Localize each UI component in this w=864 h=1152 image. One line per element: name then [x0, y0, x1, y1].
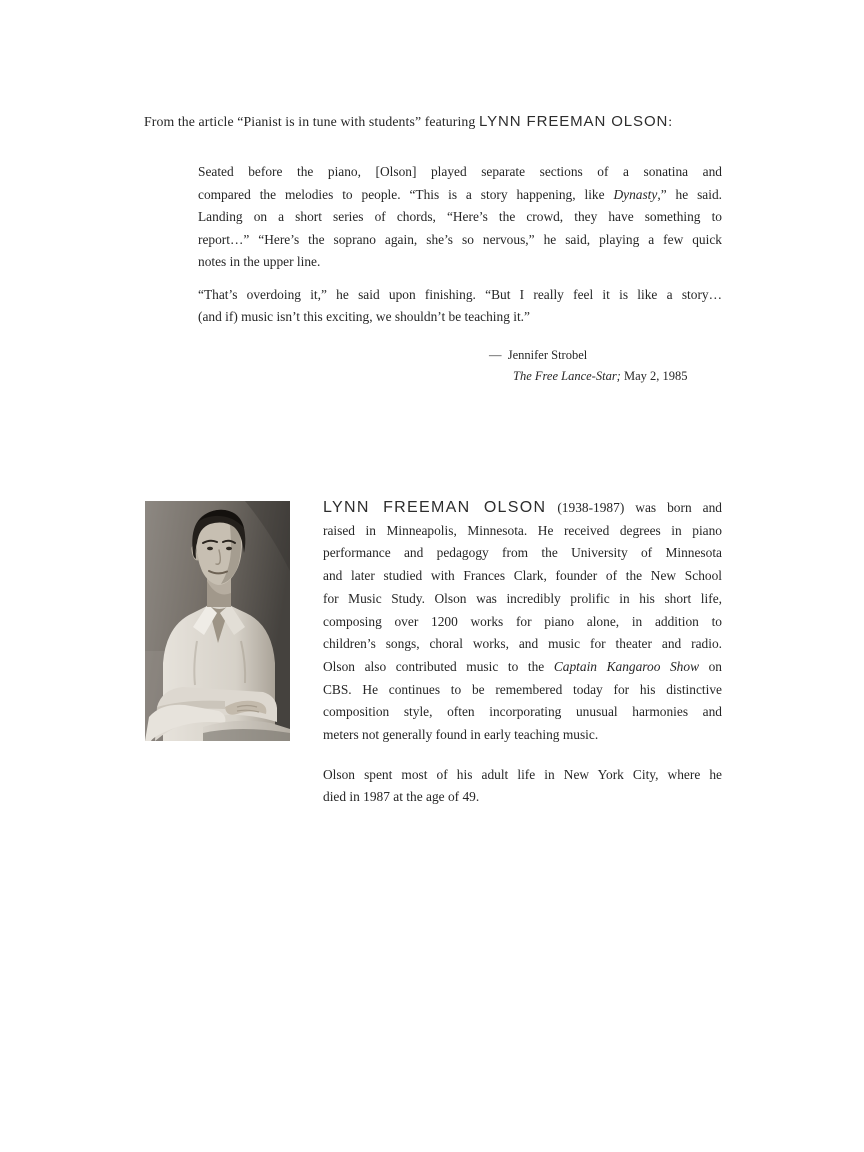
quote-paragraph-1: Seated before the piano, [Olson] played separate sections of a sonatina and compared the melodies to people. “This is a story happening, like Dynasty,” he said. Landing on a short series of chords, “Here’s the crowd, they have something to report…” “Here’s the soprano again, she’s so nervous,” he said, playing a few quick notes in the upper line.: [198, 164, 723, 269]
attribution-author: — Jennifer Strobel: [489, 348, 588, 362]
quote-paragraph-2: “That’s overdoing it,” he said upon finishing. “But I really feel it is like a story… (and if) music isn’t this exciting, we shouldn’t be teaching it.”: [198, 286, 722, 324]
article-intro-line: From the article “Pianist is in tune with students” featuring LYNN FREEMAN OLSON:: [144, 113, 673, 130]
quote-attribution: [489, 345, 688, 387]
olson-portrait-photo: [145, 501, 290, 741]
portrait-photo-graphic: [145, 501, 290, 741]
bio-paragraph-2: Olson spent most of his adult life in New York City, where he died in 1987 at the age of 49.: [323, 766, 722, 805]
attribution-source: The Free Lance-Star; May 2, 1985: [513, 369, 688, 383]
quote-block: [198, 161, 722, 329]
bio-paragraph-1: LYNN FREEMAN OLSON (1938-1987) was born and raised in Minneapolis, Minnesota. He received degrees in piano performance and pedagogy from the University of Minnesota and later studied with Frances Clark, founder of the New School for Music Study. Olson was incredibly prolific in his short life, composing over 1200 works for piano alone, in addition to children’s songs, choral works, and music for theater and radio. Olson also contributed music to the Captain Kangaroo Show on CBS. He continues to be remembered today for his distinctive composition style, often incorporating unusual harmonies and meters not generally found in early teaching music.: [323, 499, 722, 743]
bio-text-column: [323, 497, 722, 809]
